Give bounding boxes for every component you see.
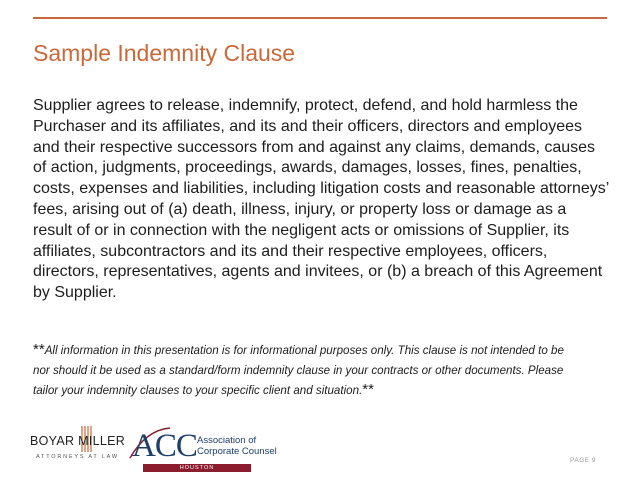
clause-line: costs, expenses and liabilities, including litigation costs and reasonable attorneys’ [33,180,610,198]
boyar-miller-tagline: ATTORNEYS AT LAW [36,454,119,460]
acc-letters: ACC [132,428,197,464]
clause-line: directors, representatives, agents and invitees, or (b) a breach of this Agreement [33,263,603,281]
clause-line: result of or in connection with the negligent acts or omissions of Supplier, its [33,221,570,239]
clause-line: of action, judgments, proceedings, awards, damages, losses, fines, penalties, [33,159,582,177]
page-number: PAGE 9 [570,457,597,464]
acc-houston-logo [126,426,277,476]
clause-line: affiliates, subcontractors and its and their respective employees, officers, [33,242,548,260]
disclaimer-text: tailor your indemnity clauses to your specific client and situation. [33,384,363,397]
disclaimer-line [33,340,623,361]
clause-line: fees, arising out of (a) death, illness, injury, or property loss or damage as a [33,200,567,218]
clause-line: Supplier agrees to release, indemnify, protect, defend, and hold harmless the [33,97,578,114]
acc-chapter-bar [143,464,251,472]
boyar-miller-name: BOYAR MILLER [30,434,126,448]
slide-title: Sample Indemnity Clause [33,40,296,66]
disclaimer-line: nor should it be used as a standard/form indemnity clause in your contracts or other documents. Please [33,363,564,377]
top-divider [33,17,607,19]
clause-body [33,96,623,304]
boyar-miller-logo [30,424,140,468]
acc-chapter-name: HOUSTON [179,465,215,471]
disclaimer-close-stars: ** [362,381,374,398]
disclaimer-text: All information in this presentation is for informational purposes only. This clause is not intended to be [44,344,564,357]
acc-full-name [197,436,277,457]
acc-full-name-line: Corporate Counsel [197,445,277,457]
disclaimer-line [33,380,623,401]
acc-full-name-line: Association of [197,435,257,446]
clause-line: by Supplier. [33,284,117,302]
clause-line: Purchaser and its affiliates, and its and their officers, directors and employees [33,117,583,135]
disclaimer-open-stars: ** [33,341,45,358]
clause-line: and their respective successors from and against any claims, demands, causes [33,138,596,156]
disclaimer-note [33,340,623,401]
